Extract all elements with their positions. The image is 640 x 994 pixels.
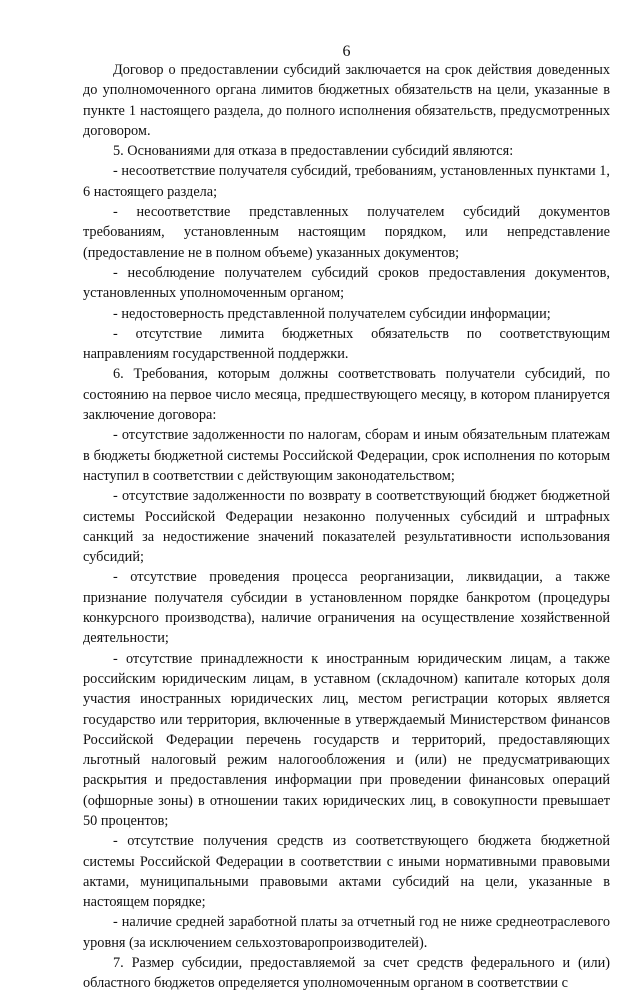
list-item-documents-mismatch: - несоответствие представленных получателем субсидий документов требованиям, установленным настоящим порядком, или непредставление (предоставление не в полном объеме) указанных документов; — [83, 204, 610, 261]
list-item-no-budget-limit: - отсутствие лимита бюджетных обязательств по соответствующим направлениям государственной поддержки. — [83, 325, 610, 363]
paragraph-subsidy-amount: 7. Размер субсидии, предоставляемой за счет средств федерального и (или) областного бюджетов определяется уполномоченным органом в соответствии с — [83, 955, 610, 992]
list-item-no-subsidy-debt: - отсутствие задолженности по возврату в соответствующий бюджет бюджетной системы Российской Федерации незаконно полученных субсидий и штрафных санкций за недостижение значений показателей результативности использования субсидий; — [83, 488, 610, 566]
list-item-no-tax-debt: - отсутствие задолженности по налогам, сборам и иным обязательным платежам в бюджеты бюджетной системы Российской Федерации, срок исполнения по которым наступил в соответствии с действующим законодательством; — [83, 427, 610, 484]
paragraph-requirements-heading: 6. Требования, которым должны соответствовать получатели субсидий, по состоянию на первое число месяца, предшествующего месяцу, в котором планируется заключение договора: — [83, 366, 610, 424]
list-item-deadline-violation: - несоблюдение получателем субсидий сроков предоставления документов, установленных уполномоченным органом; — [83, 264, 610, 302]
list-item-no-foreign-ownership: - отсутствие принадлежности к иностранным юридическим лицам, а также российским юридическим лицам, в уставном (складочном) капитале которых доля участия иностранных юридических лиц, местом регистрации которых является государство или территория, включенные в утверждаемый Министерством финансов Российской Федерации перечень государств и территорий, предоставляющих льготный налоговый режим налогообложения и (или) не предусматривающих раскрытия и предоставления информации при проведении финансовых операций (офшорные зоны) в отношении таких юридических лиц, в совокупности превышает 50 процентов; — [83, 650, 610, 829]
document-body — [83, 60, 610, 994]
list-item-no-reorganization: - отсутствие проведения процесса реорганизации, ликвидации, а также признание получателя субсидии в установленном порядке банкротом (процедуры конкурсного производства), наличие ограничения на осуществление хозяйственной деятельности; — [83, 569, 610, 647]
list-item-false-information: - недостоверность представленной получателем субсидии информации; — [113, 305, 551, 322]
list-item-average-salary: - наличие средней заработной платы за отчетный год не ниже среднеотраслевого уровня (за исключением сельхозтоваропроизводителей). — [83, 914, 610, 951]
page-number: 6 — [342, 43, 351, 60]
list-item-recipient-mismatch: - несоответствие получателя субсидий, требованиям, установленных пунктами 1, 6 настоящего раздела; — [83, 163, 610, 200]
paragraph-refusal-grounds-heading: 5. Основаниями для отказа в предоставлении субсидий являются: — [113, 143, 514, 160]
paragraph-contract-term: Договор о предоставлении субсидий заключается на срок действия доведенных до уполномоченного органа лимитов бюджетных обязательств на цели, указанные в пункте 1 настоящего раздела, до полного исполнения обязательств, предусмотренных договором. — [83, 62, 610, 139]
list-item-no-other-funding: - отсутствие получения средств из соответствующего бюджета бюджетной системы Российской Федерации в соответствии с иными нормативными правовыми актами, муниципальными правовыми актами субсидий на цели, указанные в настоящем порядке; — [83, 833, 610, 911]
